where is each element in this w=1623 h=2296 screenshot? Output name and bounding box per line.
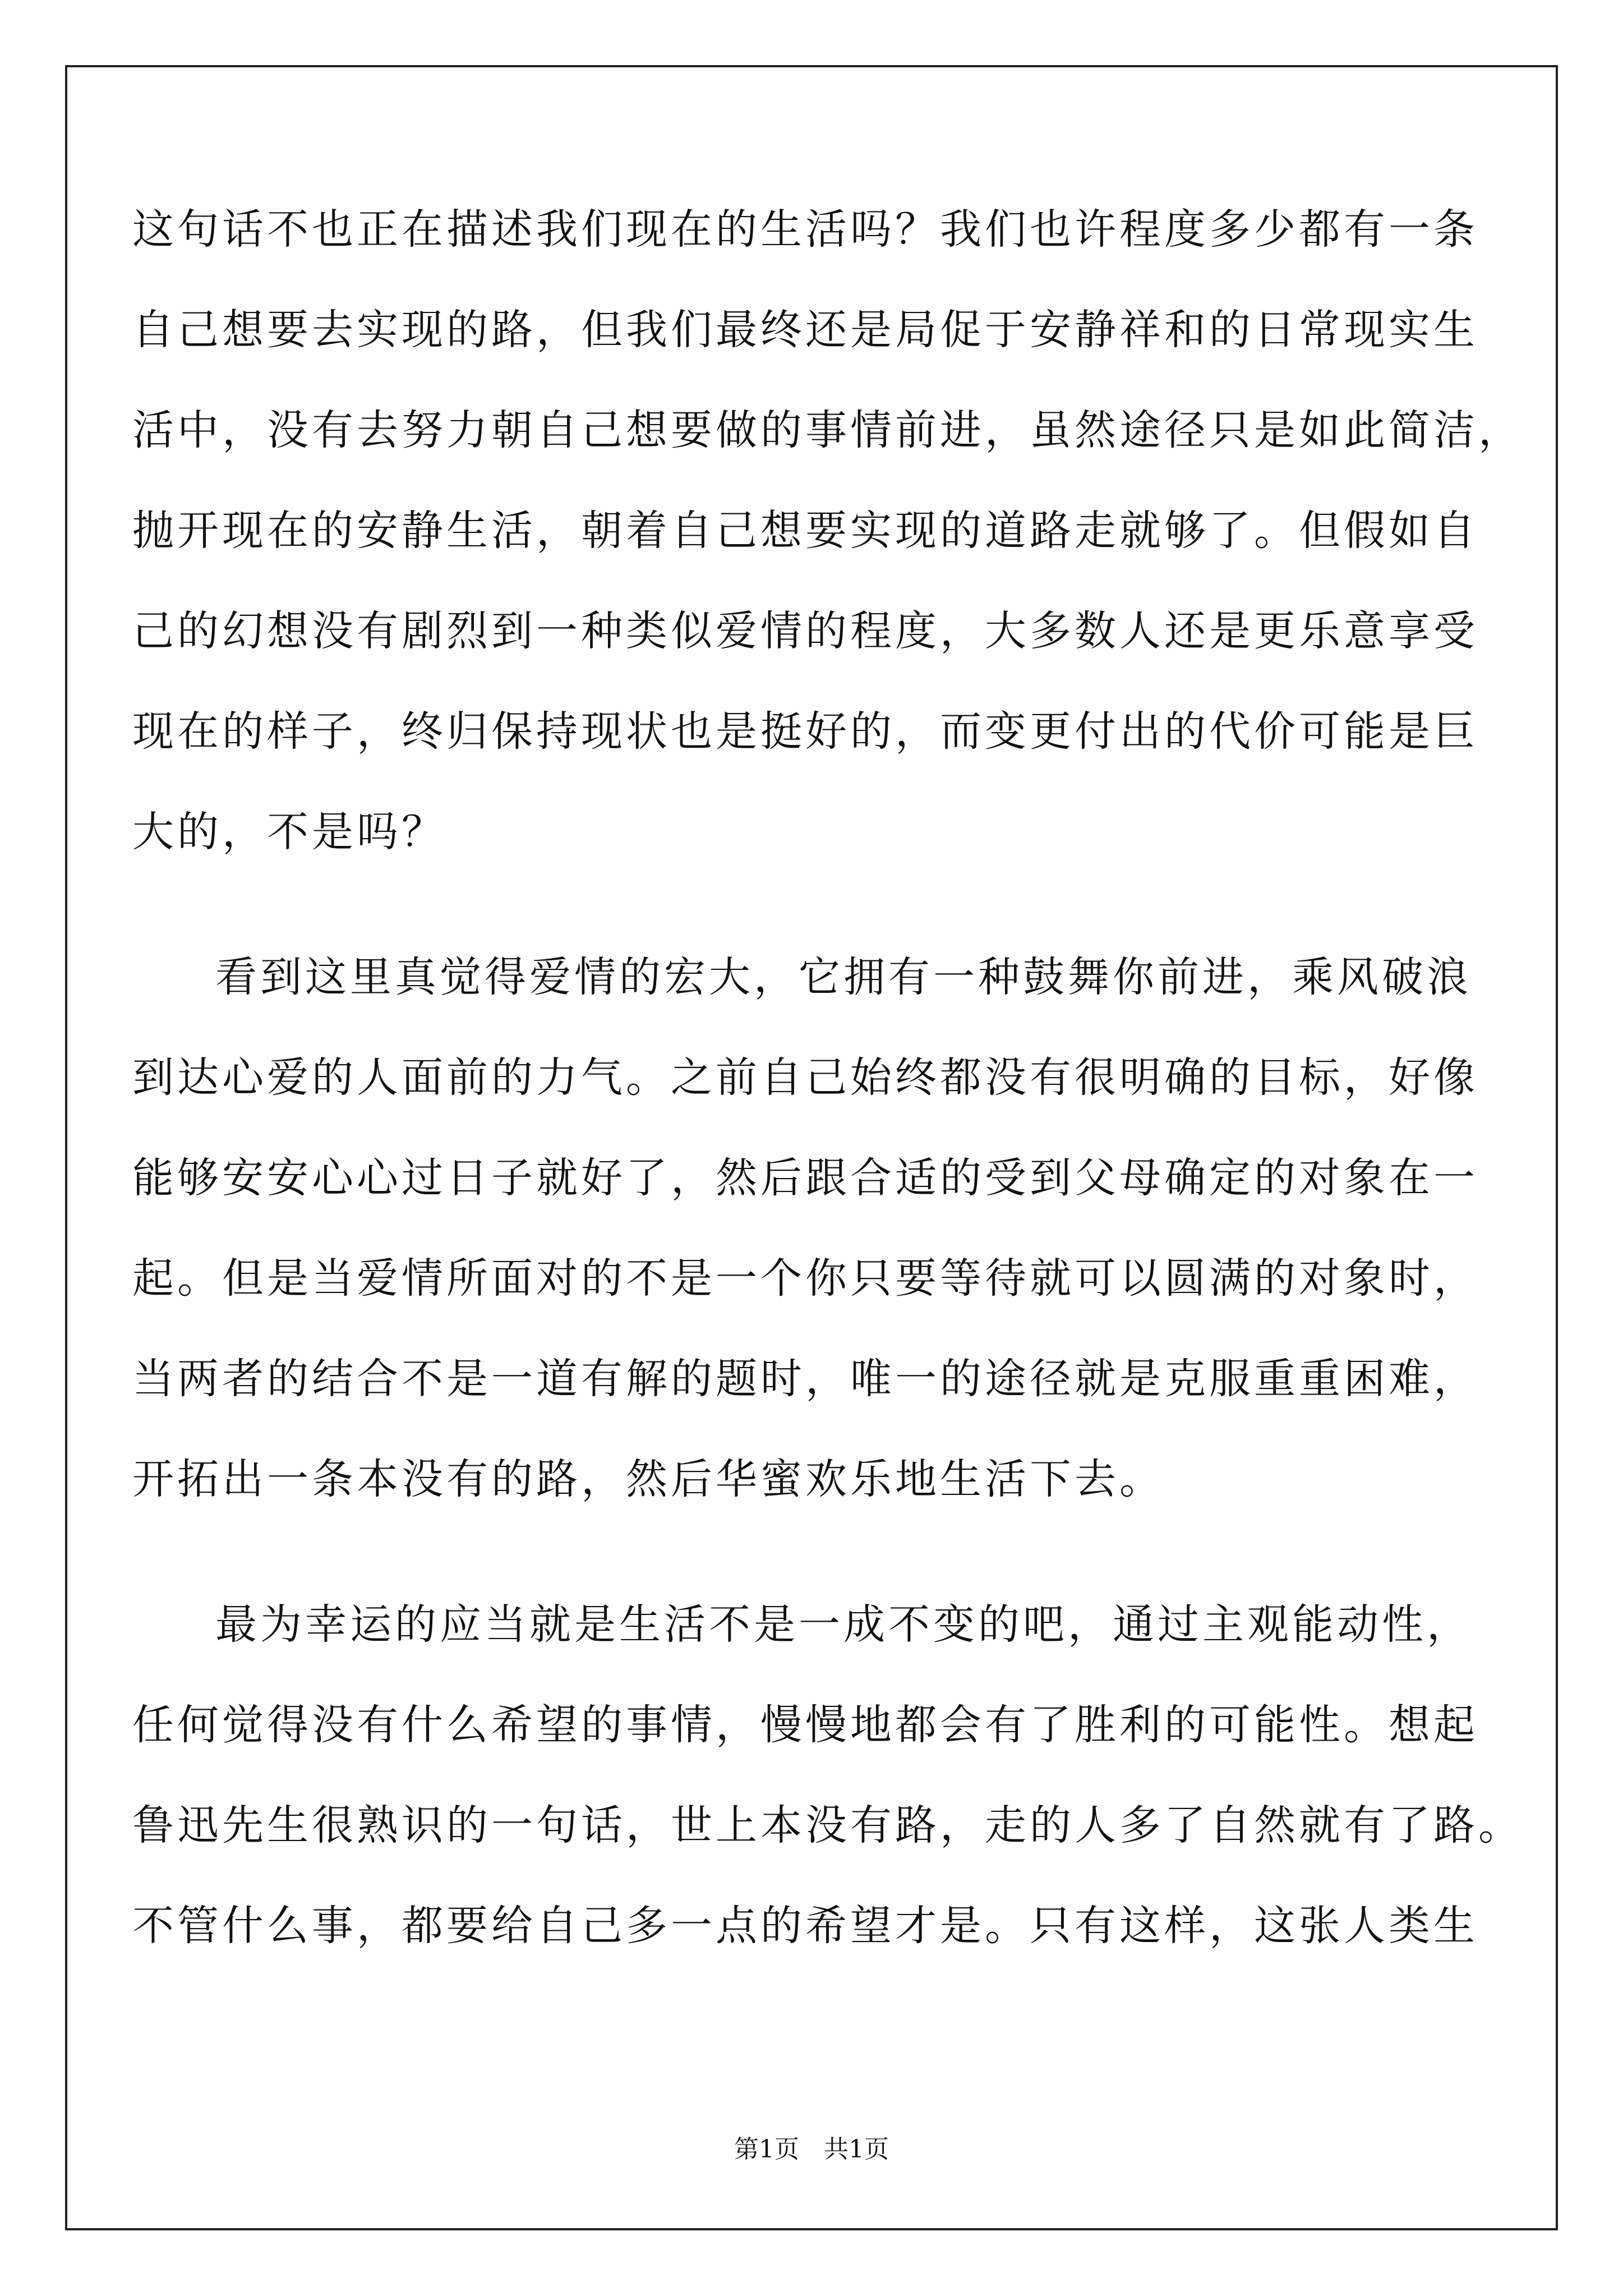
- text-line: 最为幸运的应当就是生活不是一成不变的吧，通过主观能动性，: [215, 1600, 1472, 1649]
- paragraph-3: [132, 1575, 1523, 1976]
- text-line: 不管什么事，都要给自己多一点的希望才是。只有这样，这张人类生: [132, 1902, 1478, 1950]
- text-line: 能够安安心心过日子就好了，然后跟合适的受到父母确定的对象在一: [132, 1154, 1478, 1202]
- page-footer: 第1页 共1页: [734, 2135, 889, 2164]
- paragraph-1: [132, 180, 1523, 882]
- text-line: 抛开现在的安静生活，朝着自己想要实现的道路走就够了。但假如自: [132, 507, 1478, 555]
- text-line: 活中，没有去努力朝自己想要做的事情前进，虽然途径只是如此简洁，: [132, 406, 1523, 454]
- paragraph-2: [132, 927, 1501, 1530]
- text-line: 起。但是当爱情所面对的不是一个你只要等待就可以圆满的对象时，: [132, 1254, 1478, 1303]
- text-line: 任何觉得没有什么希望的事情，慢慢地都会有了胜利的可能性。想起: [132, 1701, 1478, 1749]
- text-line: 当两者的结合不是一道有解的题时，唯一的途径就是克服重重困难，: [132, 1355, 1478, 1403]
- text-line: 这句话不也正在描述我们现在的生活吗？我们也许程度多少都有一条: [132, 205, 1478, 254]
- text-line: 现在的样子，终归保持现状也是挺好的，而变更付出的代价可能是巨: [132, 707, 1478, 756]
- text-line: 己的幻想没有剧烈到一种类似爱情的程度，大多数人还是更乐意享受: [132, 607, 1478, 655]
- text-line: 开拓出一条本没有的路，然后华蜜欢乐地生活下去。: [132, 1455, 1164, 1503]
- text-line: 鲁迅先生很熟识的一句话，世上本没有路，走的人多了自然就有了路。: [132, 1801, 1523, 1849]
- text-line: 到达心爱的人面前的力气。之前自己始终都没有很明确的目标，好像: [132, 1053, 1478, 1102]
- document-body: [132, 180, 1523, 2021]
- text-line: 看到这里真觉得爱情的宏大，它拥有一种鼓舞你前进，乘风破浪: [215, 953, 1472, 1001]
- text-line: 大的，不是吗？: [132, 808, 446, 856]
- text-line: 自己想要去实现的路，但我们最终还是局促于安静祥和的日常现实生: [132, 306, 1478, 354]
